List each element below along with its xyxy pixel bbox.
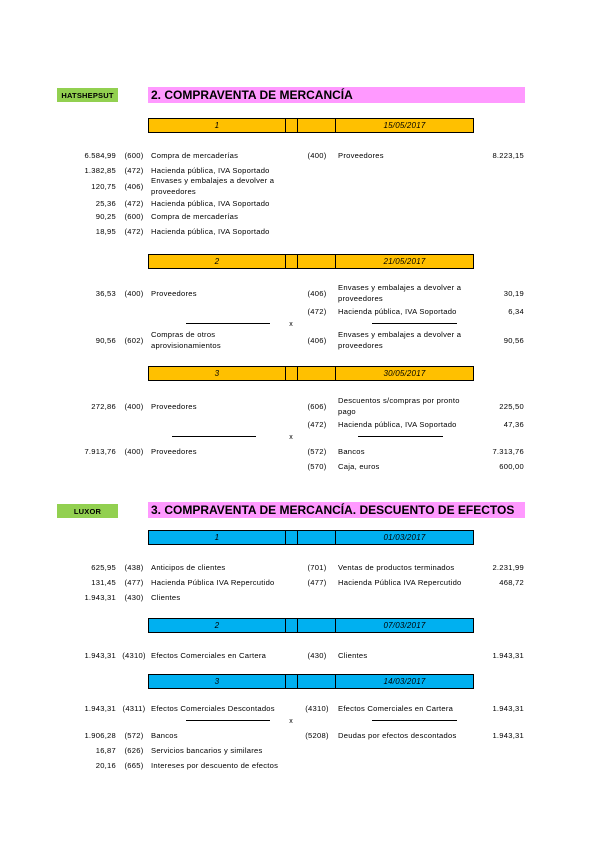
bar-divider (285, 367, 286, 380)
credit-amount: 7.313,76 (492, 446, 524, 456)
credit-amount: 30,19 (503, 288, 524, 298)
debit-amount: 25,36 (95, 198, 116, 208)
section-title (148, 87, 525, 103)
credit-amount: 90,56 (503, 335, 524, 345)
journal-line (0, 329, 599, 351)
journal-line (0, 744, 599, 756)
debit-amount: 90,25 (95, 211, 116, 221)
debit-account-code: (602) (124, 335, 144, 345)
debit-account-name: Proveedores (151, 288, 197, 298)
credit-account-name: Bancos (338, 446, 365, 456)
debit-account-code: (472) (124, 198, 144, 208)
separator-mark: x (289, 321, 293, 328)
bar-divider (297, 255, 298, 268)
entry-date: 07/03/2017 (383, 621, 426, 630)
entry-header-bar (148, 674, 474, 689)
entry-number: 1 (214, 533, 220, 542)
entry-number: 1 (214, 121, 220, 130)
journal-line (0, 210, 599, 222)
credit-account-name: Hacienda Pública IVA Repercutido (338, 577, 462, 587)
journal-line (0, 702, 599, 714)
debit-account-code: (4310) (122, 650, 146, 660)
credit-amount: 6,34 (508, 306, 524, 316)
debit-account-name: Clientes (151, 592, 181, 602)
credit-account-name: Proveedores (338, 150, 384, 160)
debit-amount: 90,56 (95, 335, 116, 345)
separator-mark: x (289, 718, 293, 725)
bar-divider (297, 619, 298, 632)
credit-account-name: Ventas de productos terminados (338, 562, 455, 572)
entry-header-bar (148, 366, 474, 381)
credit-amount: 225,50 (499, 401, 524, 411)
journal-line (0, 282, 599, 304)
debit-amount: 625,95 (91, 562, 116, 572)
credit-account-code: (5208) (305, 730, 329, 740)
debit-account-name: Compras de otros aprovisionamientos (151, 330, 221, 350)
debit-amount: 18,95 (95, 226, 116, 236)
entry-header-bar (148, 530, 474, 545)
debit-account-code: (572) (124, 730, 144, 740)
debit-amount: 6.584,99 (84, 150, 116, 160)
debit-amount: 1.943,31 (84, 592, 116, 602)
credit-amount: 468,72 (499, 577, 524, 587)
credit-account-name: Hacienda pública, IVA Soportado (338, 419, 457, 429)
credit-account-name: Envases y embalajes a devolver a proveedores (338, 330, 462, 350)
entry-header-bar (148, 618, 474, 633)
credit-account-name: Caja, euros (338, 461, 380, 471)
separator-line-debit (186, 720, 270, 721)
credit-account-code: (472) (307, 419, 327, 429)
debit-account-code: (4311) (122, 703, 146, 713)
debit-account-name: Compra de mercaderías (151, 211, 239, 221)
credit-amount: 600,00 (499, 461, 524, 471)
debit-account-code: (600) (124, 150, 144, 160)
credit-account-name: Deudas por efectos descontados (338, 730, 457, 740)
debit-account-name: Hacienda pública, IVA Soportado (151, 198, 270, 208)
journal-line (0, 395, 599, 417)
journal-line (0, 149, 599, 161)
journal-line (0, 225, 599, 237)
separator-line-debit (186, 323, 270, 324)
credit-account-code: (570) (307, 461, 327, 471)
debit-account-name: Compra de mercaderías (151, 150, 239, 160)
debit-amount: 1.943,31 (84, 650, 116, 660)
credit-account-code: (430) (307, 650, 327, 660)
debit-account-name: Anticipos de clientes (151, 562, 226, 572)
debit-account-name: Efectos Comerciales en Cartera (151, 650, 267, 660)
entry-separator (0, 431, 599, 443)
credit-amount: 1.943,31 (492, 730, 524, 740)
credit-amount: 47,36 (503, 419, 524, 429)
debit-amount: 272,86 (91, 401, 116, 411)
credit-account-code: (4310) (305, 703, 329, 713)
debit-amount: 1.943,31 (84, 703, 116, 713)
credit-account-code: (701) (307, 562, 327, 572)
debit-amount: 20,16 (95, 760, 116, 770)
credit-account-code: (572) (307, 446, 327, 456)
entry-date: 14/03/2017 (383, 677, 426, 686)
debit-account-name: Hacienda pública, IVA Soportado (151, 165, 270, 175)
debit-account-code: (477) (124, 577, 144, 587)
credit-amount: 1.943,31 (492, 703, 524, 713)
debit-amount: 120,75 (91, 181, 116, 191)
debit-account-code: (400) (124, 401, 144, 411)
debit-account-name: Hacienda pública, IVA Soportado (151, 226, 270, 236)
debit-amount: 7.913,76 (84, 446, 116, 456)
separator-line-credit (372, 720, 457, 721)
credit-amount: 8.223,15 (492, 150, 524, 160)
entry-number: 3 (214, 677, 220, 686)
debit-account-name: Proveedores (151, 401, 197, 411)
entry-number: 3 (214, 369, 220, 378)
section-title-text: 3. COMPRAVENTA DE MERCANCÍA. DESCUENTO DE EFECTOS (151, 503, 515, 517)
credit-account-code: (606) (307, 401, 327, 411)
debit-account-code: (626) (124, 745, 144, 755)
debit-account-name: Servicios bancarios y similares (151, 745, 263, 755)
section-tag: LUXOR (57, 504, 118, 518)
credit-account-code: (406) (307, 335, 327, 345)
debit-account-code: (472) (124, 226, 144, 236)
section-tag: HATSHEPSUT (57, 88, 118, 102)
debit-account-code: (400) (124, 288, 144, 298)
journal-line (0, 445, 599, 457)
credit-account-code: (406) (307, 288, 327, 298)
debit-amount: 1.382,85 (84, 165, 116, 175)
journal-line (0, 591, 599, 603)
credit-account-code: (472) (307, 306, 327, 316)
debit-amount: 131,45 (91, 577, 116, 587)
credit-account-name: Efectos Comerciales en Cartera (338, 703, 454, 713)
journal-line (0, 576, 599, 588)
debit-account-name: Hacienda Pública IVA Repercutido (151, 577, 275, 587)
entry-date: 21/05/2017 (383, 257, 426, 266)
bar-divider (297, 675, 298, 688)
debit-account-code: (400) (124, 446, 144, 456)
separator-mark: x (289, 434, 293, 441)
debit-account-code: (438) (124, 562, 144, 572)
debit-account-code: (406) (124, 181, 144, 191)
entry-separator (0, 715, 599, 727)
bar-divider (285, 119, 286, 132)
debit-account-name: Envases y embalajes a devolver a proveedores (151, 176, 275, 196)
credit-amount: 1.943,31 (492, 650, 524, 660)
debit-account-name: Proveedores (151, 446, 197, 456)
credit-account-name: Envases y embalajes a devolver a proveedores (338, 283, 462, 303)
debit-amount: 1.906,28 (84, 730, 116, 740)
debit-amount: 16,87 (95, 745, 116, 755)
credit-account-name: Clientes (338, 650, 368, 660)
section-title (148, 502, 525, 518)
bar-divider (285, 675, 286, 688)
credit-account-code: (400) (307, 150, 327, 160)
journal-line (0, 759, 599, 771)
bar-divider (285, 255, 286, 268)
journal-line (0, 305, 599, 317)
journal-line (0, 729, 599, 741)
debit-account-code: (665) (124, 760, 144, 770)
journal-line (0, 561, 599, 573)
entry-date: 30/05/2017 (383, 369, 426, 378)
debit-amount: 36,53 (95, 288, 116, 298)
journal-line (0, 418, 599, 430)
credit-account-code: (477) (307, 577, 327, 587)
debit-account-code: (430) (124, 592, 144, 602)
journal-line (0, 460, 599, 472)
bar-divider (297, 367, 298, 380)
credit-account-name: Hacienda pública, IVA Soportado (338, 306, 457, 316)
debit-account-name: Intereses por descuento de efectos (151, 760, 279, 770)
separator-line-debit (172, 436, 256, 437)
bar-divider (297, 531, 298, 544)
debit-account-name: Efectos Comerciales Descontados (151, 703, 275, 713)
journal-line (0, 649, 599, 661)
entry-number: 2 (214, 621, 220, 630)
bar-divider (285, 619, 286, 632)
entry-header-bar (148, 254, 474, 269)
journal-line (0, 197, 599, 209)
journal-line (0, 175, 599, 197)
bar-divider (285, 531, 286, 544)
section-title-text: 2. COMPRAVENTA DE MERCANCÍA (151, 88, 353, 102)
entry-date: 15/05/2017 (383, 121, 426, 130)
credit-amount: 2.231,99 (492, 562, 524, 572)
debit-account-code: (472) (124, 165, 144, 175)
debit-account-name: Bancos (151, 730, 178, 740)
entry-number: 2 (214, 257, 220, 266)
bar-divider (297, 119, 298, 132)
entry-header-bar (148, 118, 474, 133)
debit-account-code: (600) (124, 211, 144, 221)
separator-line-credit (372, 323, 457, 324)
credit-account-name: Descuentos s/compras por pronto pago (338, 396, 460, 416)
entry-date: 01/03/2017 (383, 533, 426, 542)
separator-line-credit (358, 436, 443, 437)
